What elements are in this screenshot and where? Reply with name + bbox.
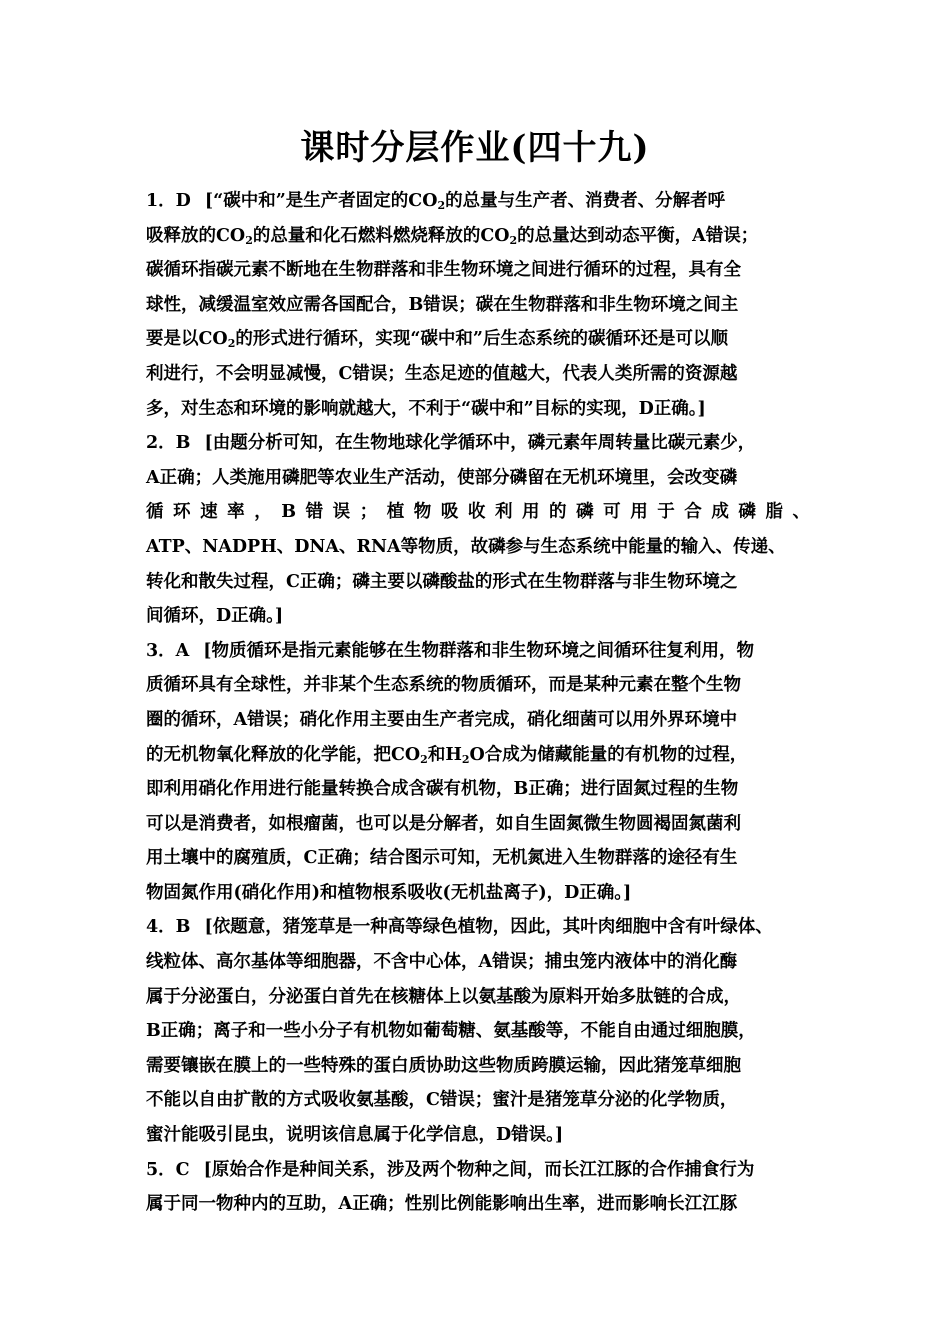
- answer-item: [146, 910, 810, 1152]
- answer-text: 间循环，D正确。]: [146, 606, 284, 627]
- answer-text: [物质循环是指元素能够在生物群落和非生物环境之间循环往复利用，物: [203, 640, 755, 661]
- subscript: 2: [437, 199, 446, 212]
- answer-line: [146, 841, 810, 876]
- answer-number: 1．D: [146, 191, 191, 211]
- answer-text: 属于同一物种内的互助，A正确；性别比例能影响出生率，进而影响长江江豚: [146, 1194, 738, 1215]
- answer-line: [146, 1083, 810, 1118]
- subscript: 2: [420, 752, 428, 766]
- answer-line: [146, 738, 810, 773]
- answer-text: 循环速率，B错误；植物吸收利用的磷可用于合成磷脂、: [146, 502, 810, 523]
- answer-text: 用土壤中的腐殖质，C正确；结合图示可知，无机氮进入生物群落的途径有生: [146, 848, 738, 869]
- answer-line: [146, 288, 810, 323]
- answer-text: 的总量和化石燃料燃烧释放的CO: [252, 225, 510, 246]
- answer-text: 的无机物氧化释放的化学能，把CO: [146, 744, 421, 765]
- answer-text: O合成为储藏能量的有机物的过程，: [469, 744, 748, 765]
- answer-line: [146, 945, 810, 980]
- subscript: 2: [245, 233, 253, 247]
- subscript: 2: [461, 752, 470, 766]
- answer-line: [146, 807, 810, 842]
- answer-text: 可以是消费者，如根瘤菌，也可以是分解者，如自生固氮微生物圆褐固氮菌利: [146, 813, 741, 834]
- answer-text: 属于分泌蛋白，分泌蛋白首先在核糖体上以氨基酸为原料开始多肽链的合成，: [146, 986, 741, 1007]
- answer-line: [146, 703, 810, 738]
- answer-text: A正确；人类施用磷肥等农业生产活动，使部分磷留在无机环境里，会改变磷: [146, 467, 738, 488]
- answer-text: B正确；离子和一些小分子有机物如葡萄糖、氨基酸等，不能自由通过细胞膜，: [146, 1021, 756, 1042]
- answer-text: 的总量达到动态平衡，A错误；: [517, 225, 759, 246]
- answer-text: 转化和散失过程，C正确；磷主要以磷酸盐的形式在生物群落与非生物环境之: [146, 571, 738, 592]
- answer-line: [146, 253, 810, 288]
- answer-line: [146, 668, 810, 703]
- answer-line: [146, 495, 810, 530]
- answer-text: [由题分析可知，在生物地球化学循环中，磷元素年周转量比碳元素少，: [204, 433, 756, 454]
- answer-line: [146, 1153, 810, 1188]
- answer-item: [146, 426, 810, 634]
- answer-item: [146, 1153, 810, 1222]
- answer-text: 圈的循环，A错误；硝化作用主要由生产者完成，硝化细菌可以用外界环境中: [146, 709, 738, 730]
- answer-text: 多，对生态和环境的影响就越大，不利于“碳中和”目标的实现，D正确。]: [146, 398, 706, 419]
- answer-line: [146, 599, 810, 634]
- subscript: 2: [227, 337, 236, 351]
- answer-text: 线粒体、高尔基体等细胞器，不含中心体，A错误；捕虫笼内液体中的消化酶: [146, 952, 738, 973]
- answer-text: 不能以自由扩散的方式吸收氨基酸，C错误；蜜汁是猪笼草分泌的化学物质，: [146, 1090, 738, 1111]
- answer-line: [146, 910, 810, 945]
- answer-line: [146, 1118, 810, 1153]
- answer-text: 物固氮作用(硝化作用)和植物根系吸收(无机盐离子)，D正确。]: [146, 882, 632, 903]
- answer-number: 5．C: [146, 1159, 190, 1180]
- answer-line: [146, 426, 810, 461]
- answer-list: [146, 184, 810, 1222]
- page-title: 课时分层作业(四十九): [300, 128, 650, 168]
- answer-line: [146, 1014, 810, 1049]
- answer-text: [“碳中和”是生产者固定的CO: [204, 191, 438, 211]
- answer-text: ATP、NADPH、DNA、RNA等物质，故磷参与生态系统中能量的输入、传递、: [146, 536, 786, 557]
- answer-line: [146, 1187, 810, 1222]
- answer-text: 球性，减缓温室效应需各国配合，B错误；碳在生物群落和非生物环境之间主: [146, 294, 739, 315]
- answer-line: [146, 184, 810, 219]
- answer-line: [146, 565, 810, 600]
- answer-line: [146, 876, 810, 911]
- subscript: 2: [509, 233, 518, 247]
- answer-text: [原始合作是种间关系，涉及两个物种之间，而长江江豚的合作捕食行为: [203, 1159, 755, 1180]
- answer-number: 3．A: [146, 640, 190, 661]
- answer-text: 蜜汁能吸引昆虫，说明该信息属于化学信息，D错误。]: [146, 1125, 564, 1146]
- answer-number: 2．B: [146, 433, 191, 454]
- answer-text: 要是以CO: [146, 329, 228, 350]
- answer-text: 的总量与生产者、消费者、分解者呼: [445, 191, 726, 211]
- answer-line: [146, 980, 810, 1015]
- answer-line: [146, 219, 810, 254]
- answer-text: 和H: [427, 744, 462, 765]
- answer-text: 利进行，不会明显减慢，C错误；生态足迹的值越大，代表人类所需的资源越: [146, 363, 738, 384]
- answer-text: 即利用硝化作用进行能量转换合成含碳有机物，B正确；进行固氮过程的生物: [146, 779, 739, 800]
- answer-line: [146, 634, 810, 669]
- answer-line: [146, 530, 810, 565]
- answer-line: [146, 461, 810, 496]
- answer-text: 的形式进行循环，实现“碳中和”后生态系统的碳循环还是可以顺: [235, 329, 728, 350]
- answer-text: 质循环具有全球性，并非某个生态系统的物质循环，而是某种元素在整个生物: [146, 675, 741, 696]
- answer-line: [146, 1049, 810, 1084]
- answer-line: [146, 357, 810, 392]
- answer-text: [依题意，猪笼草是一种高等绿色植物，因此，其叶肉细胞中含有叶绿体、: [204, 917, 773, 938]
- answer-text: 吸释放的CO: [146, 225, 246, 246]
- answer-number: 4．B: [146, 917, 191, 938]
- answer-line: [146, 392, 810, 427]
- answer-item: [146, 184, 810, 426]
- answer-text: 需要镶嵌在膜上的一些特殊的蛋白质协助这些物质跨膜运输，因此猪笼草细胞: [146, 1055, 741, 1076]
- answer-line: [146, 322, 810, 357]
- answer-text: 碳循环指碳元素不断地在生物群落和非生物环境之间进行循环的过程，具有全: [146, 260, 741, 281]
- answer-item: [146, 634, 810, 911]
- answer-line: [146, 772, 810, 807]
